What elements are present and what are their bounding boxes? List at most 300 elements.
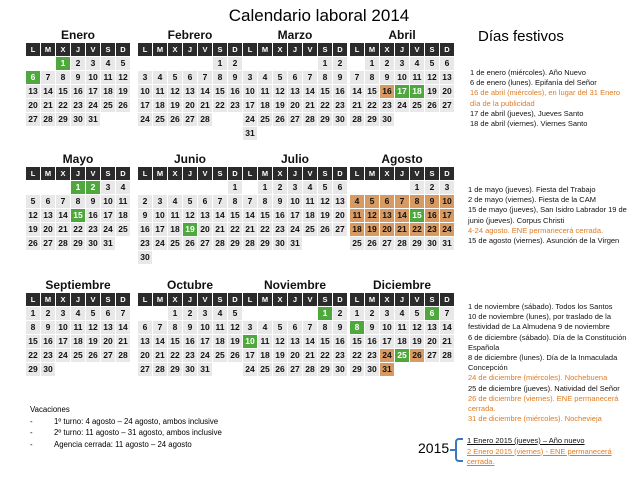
weekday-header: S bbox=[101, 43, 115, 56]
day-cell: 8 bbox=[26, 321, 40, 334]
day-cell: 15 bbox=[410, 209, 424, 222]
page-title: Calendario laboral 2014 bbox=[228, 6, 410, 25]
weekday-header: S bbox=[101, 167, 115, 180]
day-cell: 19 bbox=[273, 99, 287, 112]
weekday-header: M bbox=[153, 43, 167, 56]
day-cell: 15 bbox=[365, 85, 379, 98]
note-2015-line: 1 Enero 2015 (jueves) – Año nuevo bbox=[467, 436, 585, 445]
weekday-header: J bbox=[71, 167, 85, 180]
weekday-header: V bbox=[198, 293, 212, 306]
day-cell: 14 bbox=[56, 209, 70, 222]
day-cell: 17 bbox=[380, 335, 394, 348]
day-cell: 26 bbox=[410, 349, 424, 362]
day-cell: 18 bbox=[101, 85, 115, 98]
day-cell: 1 bbox=[71, 181, 85, 194]
day-cell: 31 bbox=[440, 237, 454, 250]
day-cell: 20 bbox=[198, 223, 212, 236]
day-cell: 13 bbox=[288, 335, 302, 348]
day-cell: 10 bbox=[440, 195, 454, 208]
weekday-header: V bbox=[86, 167, 100, 180]
day-cell: 21 bbox=[41, 99, 55, 112]
weekday-header: X bbox=[56, 43, 70, 56]
holiday-notes-q4 bbox=[468, 302, 630, 424]
day-cell: 19 bbox=[183, 223, 197, 236]
holiday-note: 15 de agosto (viernes). Asunción de la Virgen bbox=[468, 236, 620, 246]
day-cell: 6 bbox=[138, 321, 152, 334]
day-cell: 27 bbox=[288, 113, 302, 126]
day-cell: 4 bbox=[410, 57, 424, 70]
month-febrero bbox=[138, 28, 242, 126]
weekday-header: L bbox=[26, 167, 40, 180]
day-cell: 31 bbox=[198, 363, 212, 376]
month-days-grid bbox=[350, 167, 454, 250]
day-cell: 3 bbox=[243, 71, 257, 84]
day-cell: 10 bbox=[395, 71, 409, 84]
day-cell: 23 bbox=[138, 237, 152, 250]
day-cell: 11 bbox=[168, 209, 182, 222]
day-cell: 16 bbox=[86, 209, 100, 222]
day-cell: 9 bbox=[228, 71, 242, 84]
weekday-header: L bbox=[26, 293, 40, 306]
day-cell: 16 bbox=[183, 335, 197, 348]
month-days-grid bbox=[138, 293, 242, 376]
day-cell: 17 bbox=[395, 85, 409, 98]
day-cell: 30 bbox=[333, 113, 347, 126]
day-cell: 8 bbox=[365, 71, 379, 84]
weekday-header: X bbox=[273, 293, 287, 306]
day-cell: 7 bbox=[116, 307, 130, 320]
day-cell: 26 bbox=[26, 237, 40, 250]
day-cell: 7 bbox=[243, 195, 257, 208]
day-cell: 6 bbox=[333, 181, 347, 194]
weekday-header: V bbox=[410, 167, 424, 180]
day-cell: 6 bbox=[288, 71, 302, 84]
month-name: Octubre bbox=[166, 278, 213, 292]
day-cell: 29 bbox=[56, 113, 70, 126]
day-cell: 13 bbox=[425, 321, 439, 334]
empty-cell bbox=[213, 181, 227, 194]
weekday-header: D bbox=[333, 293, 347, 306]
empty-cell bbox=[303, 57, 317, 70]
day-cell: 3 bbox=[440, 181, 454, 194]
holiday-note: 1 de enero (miércoles). Año Nuevo bbox=[470, 68, 586, 77]
day-cell: 6 bbox=[288, 321, 302, 334]
day-cell: 28 bbox=[440, 349, 454, 362]
day-cell: 17 bbox=[243, 349, 257, 362]
day-cell: 9 bbox=[41, 321, 55, 334]
month-days-grid bbox=[350, 293, 454, 376]
empty-cell bbox=[138, 181, 152, 194]
day-cell: 27 bbox=[288, 363, 302, 376]
day-cell: 23 bbox=[333, 99, 347, 112]
day-cell: 25 bbox=[258, 113, 272, 126]
day-cell: 30 bbox=[365, 363, 379, 376]
day-cell: 7 bbox=[41, 71, 55, 84]
weekday-header: M bbox=[258, 167, 272, 180]
day-cell: 6 bbox=[380, 195, 394, 208]
month-days-grid bbox=[243, 43, 347, 140]
day-cell: 29 bbox=[26, 363, 40, 376]
holiday-note: 6 de diciembre (sábado). Día de la Constitución Española bbox=[468, 332, 627, 352]
weekday-header: V bbox=[303, 43, 317, 56]
weekday-header: V bbox=[303, 167, 317, 180]
day-cell: 22 bbox=[213, 99, 227, 112]
day-cell: 17 bbox=[440, 209, 454, 222]
weekday-header: M bbox=[365, 293, 379, 306]
day-cell: 22 bbox=[71, 223, 85, 236]
weekday-header: M bbox=[41, 293, 55, 306]
weekday-header: D bbox=[440, 43, 454, 56]
weekday-header: X bbox=[273, 43, 287, 56]
empty-cell bbox=[198, 181, 212, 194]
weekday-header: L bbox=[243, 43, 257, 56]
day-cell: 20 bbox=[183, 99, 197, 112]
day-cell: 29 bbox=[228, 237, 242, 250]
day-cell: 14 bbox=[303, 85, 317, 98]
day-cell: 8 bbox=[71, 195, 85, 208]
day-cell: 12 bbox=[273, 335, 287, 348]
day-cell: 13 bbox=[440, 71, 454, 84]
holiday-note: 1 de mayo (jueves). Fiesta del Trabajo bbox=[468, 185, 596, 194]
empty-cell bbox=[243, 307, 257, 320]
month-septiembre bbox=[26, 278, 130, 376]
day-cell: 25 bbox=[303, 223, 317, 236]
day-cell: 29 bbox=[71, 237, 85, 250]
day-cell: 18 bbox=[71, 335, 85, 348]
day-cell: 15 bbox=[318, 335, 332, 348]
day-cell: 13 bbox=[138, 335, 152, 348]
day-cell: 28 bbox=[41, 113, 55, 126]
day-cell: 22 bbox=[350, 349, 364, 362]
weekday-header: V bbox=[410, 293, 424, 306]
weekday-header: L bbox=[350, 167, 364, 180]
day-cell: 28 bbox=[56, 237, 70, 250]
vacation-dash: - bbox=[30, 439, 33, 449]
weekday-header: X bbox=[380, 293, 394, 306]
day-cell: 17 bbox=[288, 209, 302, 222]
vacation-item bbox=[30, 439, 222, 451]
day-cell: 21 bbox=[153, 349, 167, 362]
day-cell: 31 bbox=[101, 237, 115, 250]
weekday-header: S bbox=[318, 43, 332, 56]
day-cell: 31 bbox=[243, 127, 257, 140]
day-cell: 12 bbox=[425, 71, 439, 84]
month-enero bbox=[26, 28, 130, 126]
day-cell: 23 bbox=[333, 349, 347, 362]
day-cell: 25 bbox=[153, 113, 167, 126]
day-cell: 22 bbox=[56, 99, 70, 112]
day-cell: 29 bbox=[410, 237, 424, 250]
day-cell: 8 bbox=[410, 195, 424, 208]
empty-cell bbox=[183, 57, 197, 70]
month-julio bbox=[243, 152, 347, 250]
empty-cell bbox=[288, 57, 302, 70]
day-cell: 30 bbox=[425, 237, 439, 250]
day-cell: 18 bbox=[258, 349, 272, 362]
weekday-header: X bbox=[273, 167, 287, 180]
day-cell: 23 bbox=[425, 223, 439, 236]
day-cell: 26 bbox=[86, 349, 100, 362]
day-cell: 21 bbox=[440, 335, 454, 348]
day-cell: 16 bbox=[425, 209, 439, 222]
weekday-header: L bbox=[243, 293, 257, 306]
empty-cell bbox=[153, 181, 167, 194]
weekday-header: D bbox=[440, 167, 454, 180]
day-cell: 20 bbox=[333, 209, 347, 222]
day-cell: 12 bbox=[26, 209, 40, 222]
day-cell: 8 bbox=[56, 71, 70, 84]
day-cell: 14 bbox=[395, 209, 409, 222]
day-cell: 30 bbox=[273, 237, 287, 250]
vacations-block bbox=[30, 404, 222, 450]
day-cell: 28 bbox=[153, 363, 167, 376]
weekday-header: J bbox=[71, 43, 85, 56]
day-cell: 28 bbox=[303, 113, 317, 126]
weekday-header: S bbox=[213, 167, 227, 180]
day-cell: 25 bbox=[71, 349, 85, 362]
day-cell: 15 bbox=[258, 209, 272, 222]
day-cell: 17 bbox=[56, 335, 70, 348]
day-cell: 25 bbox=[168, 237, 182, 250]
day-cell: 29 bbox=[258, 237, 272, 250]
day-cell: 28 bbox=[303, 363, 317, 376]
day-cell: 13 bbox=[26, 85, 40, 98]
day-cell: 19 bbox=[168, 99, 182, 112]
day-cell: 7 bbox=[56, 195, 70, 208]
day-cell: 21 bbox=[303, 349, 317, 362]
day-cell: 15 bbox=[168, 335, 182, 348]
day-cell: 19 bbox=[410, 335, 424, 348]
day-cell: 13 bbox=[380, 209, 394, 222]
holiday-note: 2 de mayo (viernes). Fiesta de la CAM bbox=[468, 195, 596, 205]
day-cell: 24 bbox=[56, 349, 70, 362]
day-cell: 4 bbox=[395, 307, 409, 320]
day-cell: 5 bbox=[183, 195, 197, 208]
day-cell: 7 bbox=[198, 71, 212, 84]
weekday-header: J bbox=[183, 43, 197, 56]
day-cell: 6 bbox=[183, 71, 197, 84]
day-cell: 21 bbox=[395, 223, 409, 236]
day-cell: 1 bbox=[350, 307, 364, 320]
day-cell: 21 bbox=[56, 223, 70, 236]
month-name: Septiembre bbox=[45, 278, 111, 292]
day-cell: 10 bbox=[288, 195, 302, 208]
day-cell: 6 bbox=[425, 307, 439, 320]
day-cell: 5 bbox=[116, 57, 130, 70]
day-cell: 5 bbox=[365, 195, 379, 208]
day-cell: 15 bbox=[350, 335, 364, 348]
day-cell: 9 bbox=[86, 195, 100, 208]
day-cell: 27 bbox=[380, 237, 394, 250]
day-cell: 8 bbox=[228, 195, 242, 208]
empty-cell bbox=[138, 57, 152, 70]
month-name: Diciembre bbox=[372, 278, 432, 292]
day-cell: 28 bbox=[395, 237, 409, 250]
day-cell: 4 bbox=[350, 195, 364, 208]
day-cell: 11 bbox=[258, 85, 272, 98]
day-cell: 29 bbox=[318, 113, 332, 126]
day-cell: 22 bbox=[228, 223, 242, 236]
day-cell: 2 bbox=[41, 307, 55, 320]
holiday-note: 1 de noviembre (sábado). Todos los Santos bbox=[468, 302, 613, 311]
empty-cell bbox=[41, 57, 55, 70]
empty-cell bbox=[273, 307, 287, 320]
day-cell: 30 bbox=[333, 363, 347, 376]
day-cell: 27 bbox=[138, 363, 152, 376]
day-cell: 8 bbox=[350, 321, 364, 334]
day-cell: 6 bbox=[440, 57, 454, 70]
weekday-header: X bbox=[168, 43, 182, 56]
day-cell: 12 bbox=[183, 209, 197, 222]
day-cell: 19 bbox=[116, 85, 130, 98]
month-noviembre bbox=[243, 278, 347, 376]
holiday-note: 6 de enero (lunes). Epifanía del Señor bbox=[470, 78, 597, 88]
month-days-grid bbox=[243, 293, 347, 376]
day-cell: 24 bbox=[153, 237, 167, 250]
day-cell: 18 bbox=[153, 99, 167, 112]
day-cell: 1 bbox=[318, 57, 332, 70]
weekday-header: M bbox=[153, 293, 167, 306]
day-cell: 22 bbox=[26, 349, 40, 362]
day-cell: 18 bbox=[213, 335, 227, 348]
day-cell: 24 bbox=[395, 99, 409, 112]
day-cell: 19 bbox=[228, 335, 242, 348]
weekday-header: J bbox=[183, 167, 197, 180]
day-cell: 18 bbox=[303, 209, 317, 222]
day-cell: 20 bbox=[26, 99, 40, 112]
day-cell: 23 bbox=[71, 99, 85, 112]
day-cell: 27 bbox=[440, 99, 454, 112]
empty-cell bbox=[41, 181, 55, 194]
empty-cell bbox=[198, 57, 212, 70]
day-cell: 24 bbox=[243, 113, 257, 126]
weekday-header: D bbox=[333, 43, 347, 56]
weekday-header: V bbox=[410, 43, 424, 56]
day-cell: 18 bbox=[116, 209, 130, 222]
weekday-header: J bbox=[288, 43, 302, 56]
empty-cell bbox=[26, 181, 40, 194]
day-cell: 23 bbox=[183, 349, 197, 362]
holiday-note: 18 de abril (viernes). Viernes Santo bbox=[470, 119, 588, 129]
day-cell: 4 bbox=[153, 71, 167, 84]
day-cell: 22 bbox=[365, 99, 379, 112]
empty-cell bbox=[168, 57, 182, 70]
month-days-grid bbox=[26, 167, 130, 250]
day-cell: 4 bbox=[258, 321, 272, 334]
weekday-header: S bbox=[318, 293, 332, 306]
weekday-header: X bbox=[56, 293, 70, 306]
day-cell: 4 bbox=[71, 307, 85, 320]
day-cell: 27 bbox=[198, 237, 212, 250]
day-cell: 27 bbox=[333, 223, 347, 236]
day-cell: 22 bbox=[168, 349, 182, 362]
month-name: Abril bbox=[388, 28, 416, 42]
month-agosto bbox=[350, 152, 454, 250]
day-cell: 29 bbox=[318, 363, 332, 376]
day-cell: 13 bbox=[41, 209, 55, 222]
empty-cell bbox=[395, 181, 409, 194]
day-cell: 16 bbox=[41, 335, 55, 348]
day-cell: 11 bbox=[303, 195, 317, 208]
month-name: Agosto bbox=[381, 152, 423, 166]
weekday-header: J bbox=[183, 293, 197, 306]
day-cell: 21 bbox=[350, 99, 364, 112]
day-cell: 10 bbox=[153, 209, 167, 222]
day-cell: 12 bbox=[365, 209, 379, 222]
day-cell: 20 bbox=[380, 223, 394, 236]
month-marzo bbox=[243, 28, 347, 140]
day-cell: 2 bbox=[365, 307, 379, 320]
day-cell: 14 bbox=[116, 321, 130, 334]
day-cell: 14 bbox=[153, 335, 167, 348]
month-junio bbox=[138, 152, 242, 264]
day-cell: 6 bbox=[26, 71, 40, 84]
day-cell: 9 bbox=[425, 195, 439, 208]
day-cell: 11 bbox=[410, 71, 424, 84]
day-cell: 11 bbox=[395, 321, 409, 334]
day-cell: 1 bbox=[318, 307, 332, 320]
day-cell: 9 bbox=[273, 195, 287, 208]
day-cell: 24 bbox=[198, 349, 212, 362]
holiday-note: 25 de diciembre (jueves). Natividad del Señor bbox=[468, 383, 620, 393]
weekday-header: S bbox=[101, 293, 115, 306]
day-cell: 18 bbox=[410, 85, 424, 98]
day-cell: 17 bbox=[101, 209, 115, 222]
day-cell: 11 bbox=[258, 335, 272, 348]
day-cell: 4 bbox=[258, 71, 272, 84]
day-cell: 16 bbox=[71, 85, 85, 98]
day-cell: 7 bbox=[395, 195, 409, 208]
day-cell: 14 bbox=[243, 209, 257, 222]
day-cell: 3 bbox=[288, 181, 302, 194]
day-cell: 9 bbox=[333, 321, 347, 334]
day-cell: 26 bbox=[228, 349, 242, 362]
day-cell: 5 bbox=[425, 57, 439, 70]
day-cell: 27 bbox=[41, 237, 55, 250]
day-cell: 5 bbox=[273, 321, 287, 334]
day-cell: 23 bbox=[228, 99, 242, 112]
day-cell: 27 bbox=[101, 349, 115, 362]
day-cell: 16 bbox=[228, 85, 242, 98]
day-cell: 27 bbox=[26, 113, 40, 126]
day-cell: 22 bbox=[318, 349, 332, 362]
day-cell: 5 bbox=[168, 71, 182, 84]
day-cell: 24 bbox=[101, 223, 115, 236]
day-cell: 10 bbox=[138, 85, 152, 98]
day-cell: 30 bbox=[86, 237, 100, 250]
day-cell: 26 bbox=[425, 99, 439, 112]
month-days-grid bbox=[138, 43, 242, 126]
weekday-header: X bbox=[168, 293, 182, 306]
day-cell: 30 bbox=[138, 251, 152, 264]
day-cell: 7 bbox=[213, 195, 227, 208]
day-cell: 26 bbox=[273, 363, 287, 376]
month-name: Marzo bbox=[277, 28, 313, 42]
holiday-note: 31 de diciembre (miércoles). Nochevieja bbox=[468, 414, 602, 424]
weekday-header: L bbox=[350, 293, 364, 306]
holiday-notes-q1 bbox=[470, 68, 632, 129]
day-cell: 6 bbox=[198, 195, 212, 208]
day-cell: 9 bbox=[365, 321, 379, 334]
day-cell: 19 bbox=[273, 349, 287, 362]
weekday-header: M bbox=[41, 43, 55, 56]
weekday-header: J bbox=[395, 43, 409, 56]
day-cell: 12 bbox=[273, 85, 287, 98]
note-2015-line: 2 Enero 2015 (viernes) - ENE permanecerá cerrada. bbox=[467, 446, 612, 466]
day-cell: 2 bbox=[71, 57, 85, 70]
day-cell: 23 bbox=[365, 349, 379, 362]
month-days-grid bbox=[350, 43, 454, 126]
